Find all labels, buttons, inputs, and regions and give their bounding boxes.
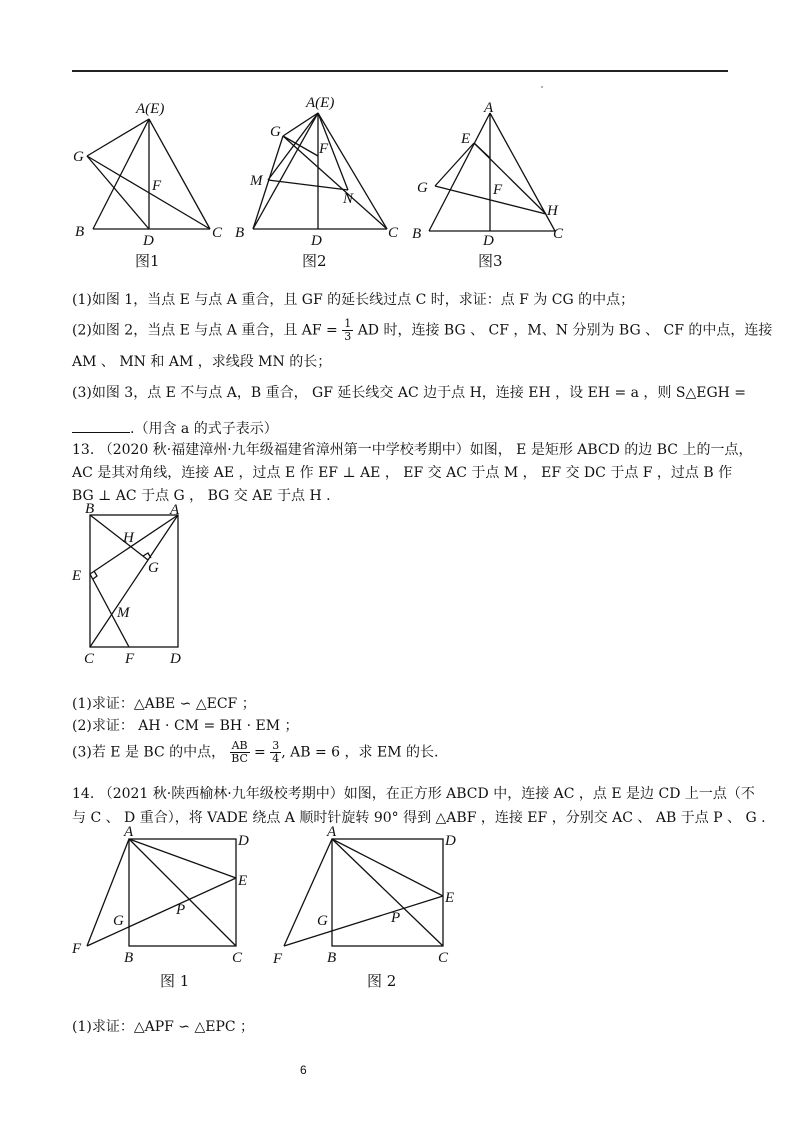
- fig1-label-A: A(E): [136, 101, 165, 117]
- q14f2-label-A: A: [327, 824, 337, 840]
- q13-frac1-den: BC: [231, 752, 248, 765]
- q13-part3-frac2: [270, 740, 281, 765]
- fig3-label-B: B: [412, 226, 422, 242]
- q14f1-label-A: A: [124, 824, 134, 840]
- q13-part3-eq: =: [249, 744, 271, 761]
- fig2-label-F: F: [319, 141, 329, 157]
- q12-part2-a: (2)如图 2，当点 E 与点 A 重合，且 AF =: [72, 322, 343, 339]
- fig1-label-G: G: [73, 149, 84, 165]
- q14-fig1-caption: 图 1: [160, 972, 190, 990]
- q14f2-label-B: B: [327, 950, 337, 966]
- q12-part2-frac-den: 3: [344, 330, 352, 343]
- q13-label-E: E: [72, 568, 82, 584]
- q13-line2: AC 是其对角线，连接 AE ，过点 E 作 EF ⊥ AE ， EF 交 AC 于点 M ， EF 交 DC 于点 F ，过点 B 作: [72, 465, 733, 481]
- q13-label-B: B: [85, 501, 95, 517]
- q13-label-G: G: [148, 560, 159, 576]
- q13-frac1-num: AB: [231, 739, 248, 752]
- q13-frac2-num: 3: [272, 739, 280, 752]
- figure-q14-1: [70, 822, 270, 967]
- figure-q13: [70, 500, 200, 670]
- figure-q14-2: [270, 822, 470, 967]
- q14f2-label-D: D: [445, 833, 456, 849]
- q14f2-label-P: P: [391, 910, 401, 926]
- q13-label-D: D: [170, 651, 181, 667]
- q13-line3: BG ⊥ AC 于点 G ， BG 交 AE 于点 H .: [72, 488, 331, 504]
- figure-2: [228, 95, 408, 249]
- fig3-label-F: F: [493, 182, 503, 198]
- fig2-label-G: G: [270, 124, 281, 140]
- page-number: 6: [300, 1063, 307, 1077]
- q14-fig2-caption: 图 2: [367, 972, 397, 990]
- q14f1-label-E: E: [238, 873, 248, 889]
- q13-label-C: C: [84, 651, 95, 667]
- q13-part1: (1)求证：△ABE ∽ △ECF ；: [72, 696, 256, 712]
- q12-part2-frac-num: 1: [344, 317, 352, 330]
- q14f2-label-E: E: [445, 890, 455, 906]
- fig3-label-G: G: [417, 180, 428, 196]
- q14f1-label-D: D: [238, 833, 249, 849]
- fig2-label-D: D: [311, 233, 322, 249]
- q14f1-label-F: F: [72, 941, 82, 957]
- fig2-label-A: A(E): [306, 95, 335, 111]
- scan-dot: [541, 86, 543, 88]
- q12-part3-tail: .（用含 a 的式子表示）: [130, 421, 278, 437]
- fig2-label-B: B: [235, 225, 245, 241]
- fig3-label-H: H: [547, 203, 558, 219]
- q14f1-label-G: G: [113, 913, 124, 929]
- fig2-label-M: M: [250, 173, 263, 189]
- fig1-caption: 图1: [135, 252, 160, 270]
- fig3-label-A: A: [484, 100, 494, 116]
- q14-line2: 与 C 、 D 重合），将 VADE 绕点 A 顺时针旋转 90° 得到 △ABF ，连接 EF ，分别交 AC 、 AB 于点 P 、 G .: [72, 810, 766, 826]
- q13-label-F: F: [125, 651, 135, 667]
- fig3-label-C: C: [553, 226, 564, 242]
- fig3-caption: 图3: [478, 252, 503, 270]
- fig1-label-F: F: [152, 178, 162, 194]
- fig2-label-N: N: [343, 191, 354, 207]
- q12-part1: (1)如图 1，当点 E 与点 A 重合，且 GF 的延长线过点 C 时，求证：点 F 为 CG 的中点；: [72, 292, 635, 308]
- q12-part3: (3)如图 3，点 E 不与点 A，B 重合， GF 延长线交 AC 边于点 H，连接 EH ，设 EH = a ，则 S△EGH =: [72, 385, 747, 401]
- q14f1-label-C: C: [232, 950, 243, 966]
- q14f2-label-F: F: [273, 951, 283, 967]
- q12-part2-line1: [72, 318, 772, 343]
- q13-part2: (2)求证： AH · CM = BH · EM ；: [72, 718, 299, 734]
- q13-part3-frac1: [230, 740, 250, 765]
- q13-label-M: M: [117, 605, 130, 621]
- fig3-label-E: E: [461, 131, 471, 147]
- q13-part3-b: , AB = 6 ，求 EM 的长.: [281, 744, 439, 761]
- fig2-label-C: C: [388, 225, 399, 241]
- fig1-label-C: C: [212, 225, 223, 241]
- q14f2-label-G: G: [317, 913, 328, 929]
- header-rule: [72, 70, 728, 72]
- q14f2-label-C: C: [438, 950, 449, 966]
- q14-line1: 14. （2021 秋·陕西榆林·九年级校考期中）如图，在正方形 ABCD 中，连接 AC ，点 E 是边 CD 上一点（不: [72, 786, 755, 802]
- q12-part2-b: AD 时，连接 BG 、 CF ，M、N 分别为 BG 、 CF 的中点，连接: [357, 322, 773, 339]
- q13-label-A: A: [170, 502, 180, 518]
- q13-part3-a: (3)若 E 是 BC 的中点，: [72, 744, 226, 761]
- fig2-caption: 图2: [302, 252, 327, 270]
- q14f1-label-P: P: [176, 902, 186, 918]
- figure-3: [412, 98, 577, 248]
- q14-part1: (1)求证：△APF ∽ △EPC ；: [72, 1019, 255, 1035]
- q12-part2-fraction: [342, 318, 353, 343]
- answer-blank[interactable]: [72, 418, 130, 433]
- fig1-label-D: D: [143, 233, 154, 249]
- fig1-label-B: B: [75, 224, 85, 240]
- q13-part3-row: [72, 740, 438, 765]
- q13-label-H: H: [123, 530, 134, 546]
- figure-1: [70, 96, 240, 249]
- q13-frac2-den: 4: [272, 752, 280, 765]
- q12-part3-tail-row: [72, 418, 278, 439]
- fig3-label-D: D: [483, 233, 494, 249]
- q14f1-label-B: B: [124, 950, 134, 966]
- q13-line1: 13. （2020 秋·福建漳州·九年级福建省漳州第一中学校考期中）如图， E 是矩形 ABCD 的边 BC 上的一点，: [72, 442, 753, 458]
- q12-part2-c: AM 、 MN 和 AM ，求线段 MN 的长；: [72, 354, 332, 370]
